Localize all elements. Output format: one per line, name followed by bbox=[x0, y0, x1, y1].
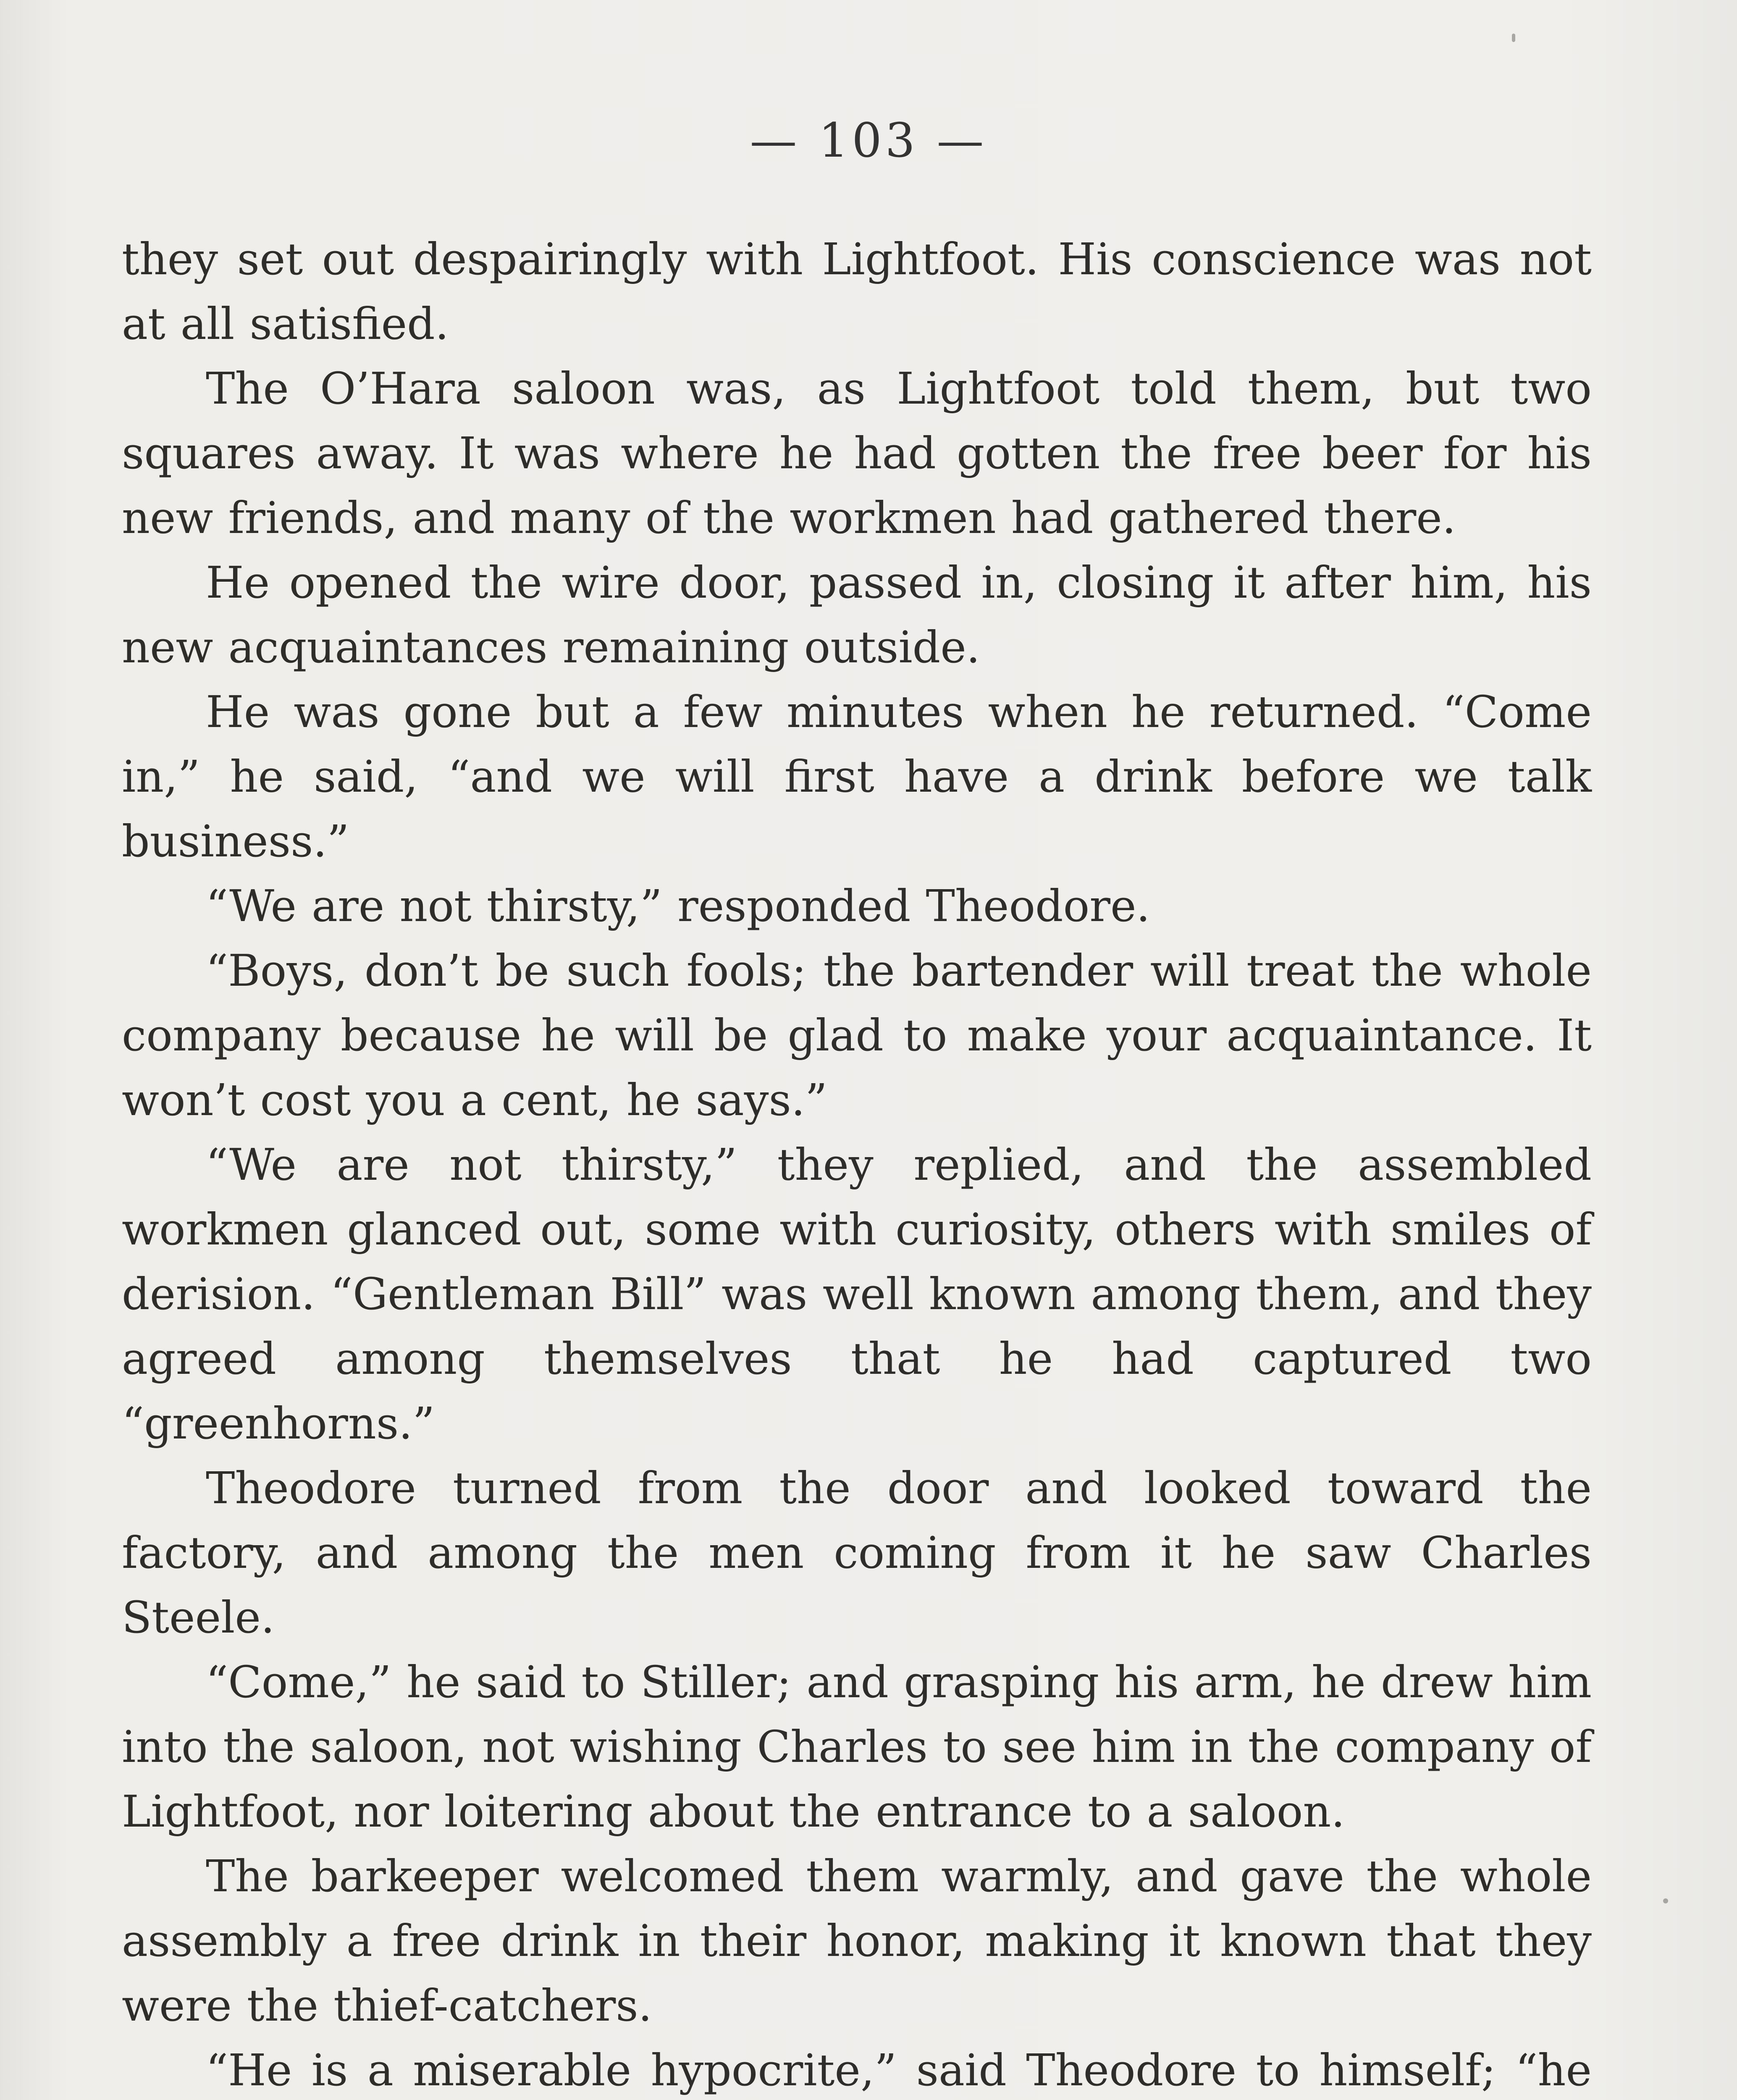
paragraph: “Come,” he said to Stiller; and grasping his arm, he drew him into the saloon, not wishing Charles to see him in the company of Lightfoot, nor loitering about the entrance to a saloon. bbox=[122, 1656, 1592, 1837]
paper-speck bbox=[1512, 34, 1515, 42]
paragraph: The barkeeper welcomed them warmly, and gave the whole assembly a free drink in their honor, making it known that they were the thief-catchers. bbox=[122, 1851, 1592, 2031]
paragraph: The O’Hara saloon was, as Lightfoot told them, but two squares away. It was where he had gotten the free beer for his new friends, and many of the workmen had gathered there. bbox=[122, 363, 1592, 543]
paragraph: they set out despairingly with Lightfoot. His conscience was not at all satisfied. bbox=[122, 234, 1592, 349]
paragraph: Theodore turned from the door and looked toward the factory, and among the men coming from it he saw Charles Steele. bbox=[122, 1462, 1592, 1643]
paragraph: He was gone but a few minutes when he returned. “Come in,” he said, “and we will first have a drink before we talk business.” bbox=[122, 686, 1592, 867]
page-text bbox=[122, 227, 1592, 2100]
paragraph: “We are not thirsty,” they replied, and the assembled workmen glanced out, some with curiosity, others with smiles of derision. “Gentleman Bill” was well known among them, and they agreed among themselves that he had captured two “greenhorns.” bbox=[122, 1139, 1592, 1449]
paragraph: “Boys, don’t be such fools; the bartender will treat the whole company because he will be glad to make your acquaintance. It won’t cost you a cent, he says.” bbox=[122, 945, 1592, 1126]
page-number: — 103 — bbox=[750, 113, 987, 168]
paragraph: “He is a miserable hypocrite,” said Theodore to himself; “he bbox=[206, 2045, 1592, 2096]
paper-speck bbox=[1663, 1898, 1668, 1903]
paragraph: “We are not thirsty,” responded Theodore. bbox=[206, 880, 1150, 932]
paragraph: He opened the wire door, passed in, closing it after him, his new acquaintances remaining outside. bbox=[122, 557, 1592, 673]
